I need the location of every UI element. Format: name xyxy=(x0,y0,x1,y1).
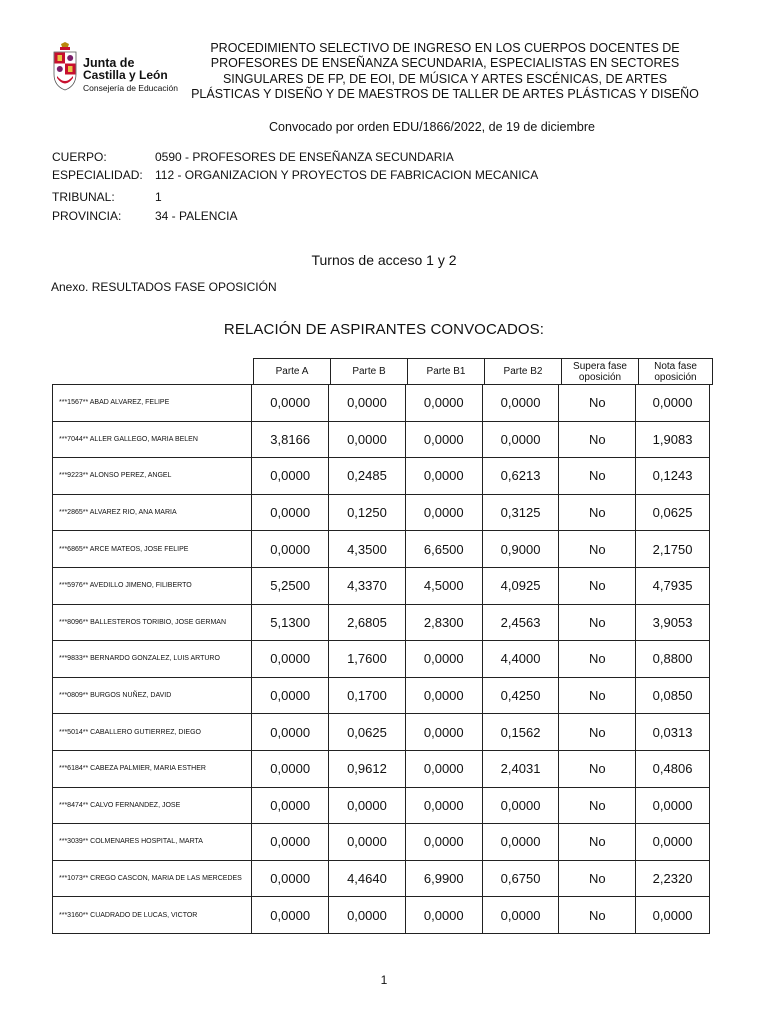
results-table xyxy=(52,384,710,934)
nota-fase-value: 4,7935 xyxy=(636,567,710,604)
parte-b-value: 4,3370 xyxy=(329,567,406,604)
supera-fase-value: No xyxy=(559,860,636,897)
supera-fase-value: No xyxy=(559,458,636,495)
parte-b1-value: 6,9900 xyxy=(405,860,482,897)
candidate-name: ***8096** BALLESTEROS TORIBIO, JOSE GERMAN xyxy=(53,604,252,641)
logo-line-1: Junta de xyxy=(83,56,135,70)
parte-b2-value: 0,0000 xyxy=(482,787,559,824)
parte-b1-value: 0,0000 xyxy=(405,677,482,714)
especialidad-label: ESPECIALIDAD: xyxy=(52,168,143,182)
header-parte-a: Parte A xyxy=(254,359,331,385)
parte-b-value: 0,2485 xyxy=(329,458,406,495)
parte-a-value: 0,0000 xyxy=(252,750,329,787)
parte-a-value: 0,0000 xyxy=(252,531,329,568)
parte-a-value: 0,0000 xyxy=(252,860,329,897)
parte-b-value: 0,0000 xyxy=(329,824,406,861)
anexo-heading: Anexo. RESULTADOS FASE OPOSICIÓN xyxy=(51,280,277,294)
table-row xyxy=(53,860,710,897)
parte-b-value: 4,4640 xyxy=(329,860,406,897)
nota-fase-value: 0,0000 xyxy=(636,897,710,934)
table-row xyxy=(53,458,710,495)
parte-b1-value: 2,8300 xyxy=(405,604,482,641)
table-row xyxy=(53,531,710,568)
supera-fase-value: No xyxy=(559,824,636,861)
parte-b2-value: 4,0925 xyxy=(482,567,559,604)
parte-b-value: 0,1250 xyxy=(329,494,406,531)
parte-b2-value: 0,6750 xyxy=(482,860,559,897)
document-subtitle: Convocado por orden EDU/1866/2022, de 19 de diciembre xyxy=(269,120,595,134)
provincia-value: 34 - PALENCIA xyxy=(155,209,238,223)
header-parte-b: Parte B xyxy=(331,359,408,385)
parte-b-value: 0,0000 xyxy=(329,787,406,824)
coat-of-arms-icon xyxy=(52,42,78,92)
candidate-name: ***2865** ALVAREZ RIO, ANA MARIA xyxy=(53,494,252,531)
header-nota-fase: Nota fase oposición xyxy=(639,359,713,385)
parte-b2-value: 0,1562 xyxy=(482,714,559,751)
parte-b-value: 0,0000 xyxy=(329,421,406,458)
supera-fase-value: No xyxy=(559,714,636,751)
supera-fase-value: No xyxy=(559,787,636,824)
parte-a-value: 0,0000 xyxy=(252,787,329,824)
parte-b2-value: 2,4031 xyxy=(482,750,559,787)
table-row xyxy=(53,897,710,934)
parte-a-value: 0,0000 xyxy=(252,385,329,422)
parte-b2-value: 0,3125 xyxy=(482,494,559,531)
document-title: PROCEDIMIENTO SELECTIVO DE INGRESO EN LOS CUERPOS DOCENTES DE PROFESORES DE ENSEÑANZA SECUNDARIA, ESPECIALISTAS EN SECTORES SINGULARES DE FP, DE EOI, DE MÚSICA Y ARTES ESCÉNICAS, DE ARTES PLÁSTICAS Y DISEÑO Y DE MAESTROS DE TALLER DE ARTES PLÁSTICAS Y DISEÑO xyxy=(191,41,699,101)
table-row xyxy=(53,385,710,422)
table-row xyxy=(53,787,710,824)
candidate-name: ***1073** CREGO CASCON, MARIA DE LAS MERCEDES xyxy=(53,860,252,897)
nota-fase-value: 2,1750 xyxy=(636,531,710,568)
supera-fase-value: No xyxy=(559,897,636,934)
parte-b2-value: 2,4563 xyxy=(482,604,559,641)
nota-fase-value: 0,0313 xyxy=(636,714,710,751)
cuerpo-value: 0590 - PROFESORES DE ENSEÑANZA SECUNDARIA xyxy=(155,150,454,164)
supera-fase-value: No xyxy=(559,421,636,458)
supera-fase-value: No xyxy=(559,677,636,714)
table-row xyxy=(53,604,710,641)
nota-fase-value: 0,0000 xyxy=(636,824,710,861)
candidate-name: ***3039** COLMENARES HOSPITAL, MARTA xyxy=(53,824,252,861)
table-row xyxy=(53,494,710,531)
supera-fase-value: No xyxy=(559,385,636,422)
parte-b2-value: 0,0000 xyxy=(482,385,559,422)
parte-b-value: 0,1700 xyxy=(329,677,406,714)
parte-b-value: 2,6805 xyxy=(329,604,406,641)
parte-b2-value: 0,0000 xyxy=(482,421,559,458)
parte-b1-value: 0,0000 xyxy=(405,750,482,787)
table-row xyxy=(53,714,710,751)
candidate-name: ***5014** CABALLERO GUTIERREZ, DIEGO xyxy=(53,714,252,751)
parte-a-value: 0,0000 xyxy=(252,641,329,678)
parte-b2-value: 4,4000 xyxy=(482,641,559,678)
candidate-name: ***9833** BERNARDO GONZALEZ, LUIS ARTURO xyxy=(53,641,252,678)
parte-b1-value: 6,6500 xyxy=(405,531,482,568)
supera-fase-value: No xyxy=(559,531,636,568)
parte-b2-value: 0,0000 xyxy=(482,897,559,934)
parte-b1-value: 0,0000 xyxy=(405,787,482,824)
parte-a-value: 3,8166 xyxy=(252,421,329,458)
especialidad-value: 112 - ORGANIZACION Y PROYECTOS DE FABRICACION MECANICA xyxy=(155,168,539,182)
parte-b1-value: 0,0000 xyxy=(405,385,482,422)
parte-a-value: 5,1300 xyxy=(252,604,329,641)
supera-fase-value: No xyxy=(559,750,636,787)
turnos-heading: Turnos de acceso 1 y 2 xyxy=(311,252,457,268)
parte-b-value: 0,9612 xyxy=(329,750,406,787)
parte-a-value: 0,0000 xyxy=(252,494,329,531)
parte-b-value: 1,7600 xyxy=(329,641,406,678)
parte-a-value: 0,0000 xyxy=(252,897,329,934)
parte-b1-value: 4,5000 xyxy=(405,567,482,604)
header-supera-fase: Supera fase oposición xyxy=(562,359,639,385)
candidate-name: ***3160** CUADRADO DE LUCAS, VICTOR xyxy=(53,897,252,934)
candidate-name: ***0809** BURGOS NUÑEZ, DAVID xyxy=(53,677,252,714)
candidate-name: ***5976** AVEDILLO JIMENO, FILIBERTO xyxy=(53,567,252,604)
table-row xyxy=(53,421,710,458)
nota-fase-value: 3,9053 xyxy=(636,604,710,641)
parte-a-value: 0,0000 xyxy=(252,714,329,751)
parte-a-value: 5,2500 xyxy=(252,567,329,604)
parte-a-value: 0,0000 xyxy=(252,824,329,861)
header-parte-b2: Parte B2 xyxy=(485,359,562,385)
parte-a-value: 0,0000 xyxy=(252,458,329,495)
nota-fase-value: 0,0625 xyxy=(636,494,710,531)
logo-line-2: Castilla y León xyxy=(83,68,168,82)
parte-b1-value: 0,0000 xyxy=(405,897,482,934)
parte-b1-value: 0,0000 xyxy=(405,421,482,458)
cuerpo-label: CUERPO: xyxy=(52,150,107,164)
parte-b1-value: 0,0000 xyxy=(405,714,482,751)
nota-fase-value: 0,0850 xyxy=(636,677,710,714)
supera-fase-value: No xyxy=(559,567,636,604)
junta-castilla-leon-logo xyxy=(52,42,182,98)
parte-b1-value: 0,0000 xyxy=(405,458,482,495)
candidate-name: ***7044** ALLER GALLEGO, MARIA BELEN xyxy=(53,421,252,458)
candidate-name: ***6184** CABEZA PALMIER, MARIA ESTHER xyxy=(53,750,252,787)
table-row xyxy=(53,750,710,787)
parte-b-value: 0,0625 xyxy=(329,714,406,751)
nota-fase-value: 2,2320 xyxy=(636,860,710,897)
nota-fase-value: 0,0000 xyxy=(636,385,710,422)
table-row xyxy=(53,824,710,861)
table-row xyxy=(53,567,710,604)
parte-b1-value: 0,0000 xyxy=(405,494,482,531)
nota-fase-value: 0,1243 xyxy=(636,458,710,495)
parte-b1-value: 0,0000 xyxy=(405,824,482,861)
parte-b2-value: 0,0000 xyxy=(482,824,559,861)
tribunal-value: 1 xyxy=(155,190,162,204)
candidate-name: ***9223** ALONSO PEREZ, ANGEL xyxy=(53,458,252,495)
page-number: 1 xyxy=(380,973,388,987)
parte-b-value: 4,3500 xyxy=(329,531,406,568)
nota-fase-value: 0,4806 xyxy=(636,750,710,787)
nota-fase-value: 0,0000 xyxy=(636,787,710,824)
parte-b2-value: 0,4250 xyxy=(482,677,559,714)
results-table-header xyxy=(253,358,713,385)
parte-b-value: 0,0000 xyxy=(329,385,406,422)
nota-fase-value: 0,8800 xyxy=(636,641,710,678)
relacion-heading: RELACIÓN DE ASPIRANTES CONVOCADOS: xyxy=(223,321,545,338)
table-row xyxy=(53,677,710,714)
candidate-name: ***8474** CALVO FERNANDEZ, JOSE xyxy=(53,787,252,824)
table-row xyxy=(53,641,710,678)
logo-line-3: Consejería de Educación xyxy=(83,83,178,93)
tribunal-label: TRIBUNAL: xyxy=(52,190,115,204)
parte-b-value: 0,0000 xyxy=(329,897,406,934)
supera-fase-value: No xyxy=(559,604,636,641)
nota-fase-value: 1,9083 xyxy=(636,421,710,458)
parte-a-value: 0,0000 xyxy=(252,677,329,714)
candidate-name: ***6865** ARCE MATEOS, JOSE FELIPE xyxy=(53,531,252,568)
provincia-label: PROVINCIA: xyxy=(52,209,122,223)
supera-fase-value: No xyxy=(559,641,636,678)
parte-b2-value: 0,9000 xyxy=(482,531,559,568)
supera-fase-value: No xyxy=(559,494,636,531)
parte-b1-value: 0,0000 xyxy=(405,641,482,678)
header-parte-b1: Parte B1 xyxy=(408,359,485,385)
candidate-name: ***1567** ABAD ALVAREZ, FELIPE xyxy=(53,385,252,422)
parte-b2-value: 0,6213 xyxy=(482,458,559,495)
